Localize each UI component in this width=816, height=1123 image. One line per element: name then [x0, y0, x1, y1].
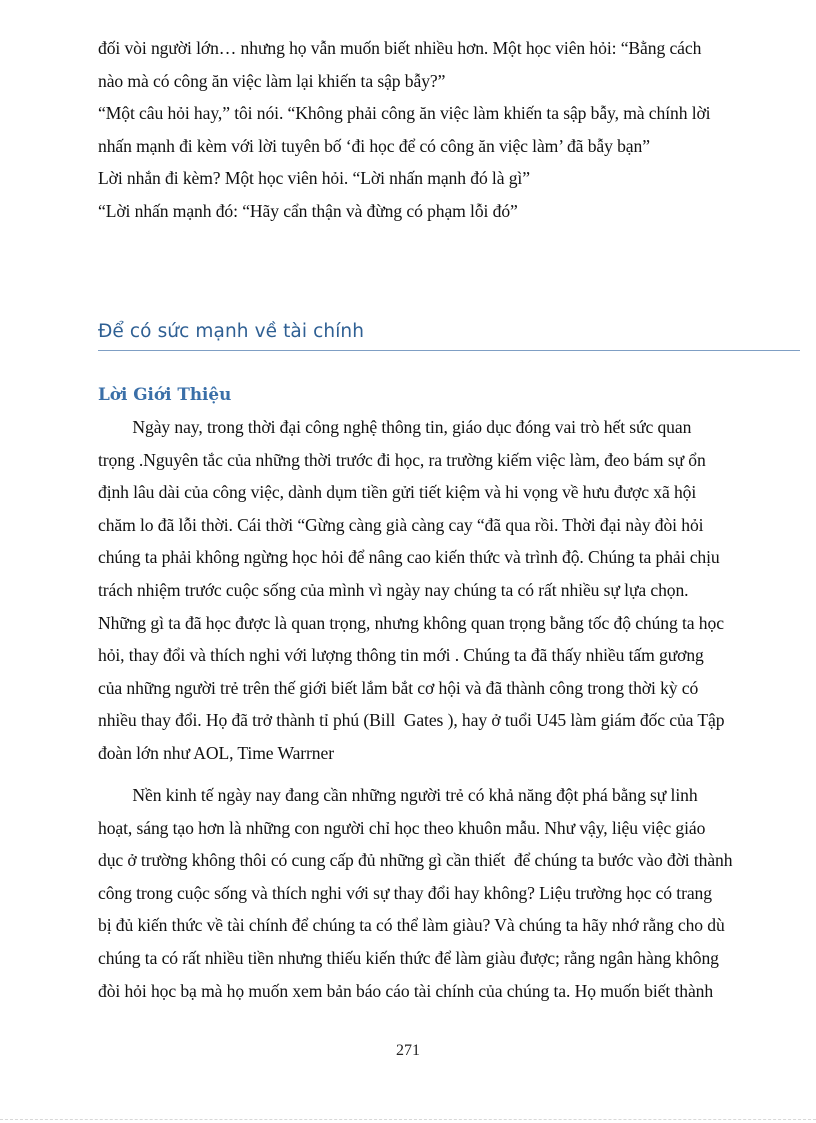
paragraph-line: định lâu dài của công việc, dành dụm tiền gửi tiết kiệm và hi vọng về hưu được xã hội — [98, 482, 697, 503]
paragraph-line: Những gì ta đã học được là quan trọng, nhưng không quan trọng bằng tốc độ chúng ta học — [98, 612, 724, 633]
paragraph-line: chăm lo đã lỗi thời. Cái thời “Gừng càng già càng cay “đã qua rồi. Thời đại này đòi hỏi — [98, 514, 704, 535]
paragraph-line: công trong cuộc sống và thích nghi với sự thay đổi hay không? Liệu trường học có trang — [98, 882, 712, 903]
paragraph-line: nhiều thay đổi. Họ đã trở thành tỉ phú (Bill Gates ), hay ở tuổi U45 làm giám đốc của Tập — [98, 710, 725, 731]
paragraph-line: Nền kinh tế ngày nay đang cần những người trẻ có khả năng đột phá bằng sự linh — [98, 785, 698, 805]
paragraph-line: của những người trẻ trên thế giới biết lắm bắt cơ hội và đã thành công trong thời kỳ có — [98, 677, 699, 698]
page-number: 271 — [396, 1042, 420, 1059]
intro-text-block — [98, 32, 798, 228]
heading-underline — [98, 350, 800, 351]
page-bottom-border — [0, 1119, 816, 1120]
paragraph-line: trách nhiệm trước cuộc sống của mình vì ngày nay chúng ta có rất nhiều sự lựa chọn. — [98, 579, 689, 600]
intro-text-line: đối vòi người lớn… nhưng họ vẫn muốn biết nhiều hơn. Một học viên hỏi: “Bằng cách — [98, 38, 702, 58]
paragraph-1 — [98, 411, 798, 770]
paragraph-line: đoàn lớn như AOL, Time Warrner — [98, 742, 334, 763]
paragraph-line: Ngày nay, trong thời đại công nghệ thông tin, giáo dục đóng vai trò hết sức quan — [98, 417, 692, 437]
paragraph-line: đòi hỏi học bạ mà họ muốn xem bản báo cáo tài chính của chúng ta. Họ muốn biết thành — [98, 980, 714, 1001]
intro-text-line: Lời nhắn đi kèm? Một học viên hỏi. “Lời nhấn mạnh đó là gì” — [98, 168, 530, 189]
paragraph-line: chúng ta phải không ngừng học hỏi để nâng cao kiến thức và trình độ. Chúng ta phải chịu — [98, 547, 720, 568]
subheading: Lời Giới Thiệu — [98, 384, 232, 404]
intro-text-line: nhấn mạnh đi kèm với lời tuyên bố ‘đi học để có công ăn việc làm’ đã bẫy bạn” — [98, 135, 650, 156]
paragraph-line: chúng ta có rất nhiều tiền nhưng thiếu kiến thức để làm giàu được; rằng ngân hàng không — [98, 947, 719, 968]
intro-text-line: “Một câu hỏi hay,” tôi nói. “Không phải công ăn việc làm khiến ta sập bẫy, mà chính lời — [98, 103, 711, 124]
paragraph-2 — [98, 779, 798, 1007]
paragraph-line: dục ở trường không thôi có cung cấp đủ những gì cần thiết để chúng ta bước vào đời thành — [98, 850, 733, 871]
paragraph-line: bị đủ kiến thức về tài chính để chúng ta có thể làm giàu? Và chúng ta hãy nhớ rằng cho dù — [98, 915, 725, 936]
paragraph-line: trọng .Nguyên tắc của những thời trước đi học, ra trường kiếm việc làm, đeo bám sự ổn — [98, 449, 706, 470]
paragraph-line: hoạt, sáng tạo hơn là những con người chỉ học theo khuôn mẫu. Như vậy, liệu việc giáo — [98, 817, 706, 838]
intro-text-line: nào mà có công ăn việc làm lại khiến ta sập bẫy?” — [98, 70, 446, 91]
paragraph-line: hỏi, thay đổi và thích nghi với lượng thông tin mới . Chúng ta đã thấy nhiều tấm gương — [98, 645, 704, 666]
intro-text-line: “Lời nhấn mạnh đó: “Hãy cẩn thận và đừng có phạm lỗi đó” — [98, 200, 518, 221]
section-heading: Để có sức mạnh về tài chính — [98, 321, 365, 342]
